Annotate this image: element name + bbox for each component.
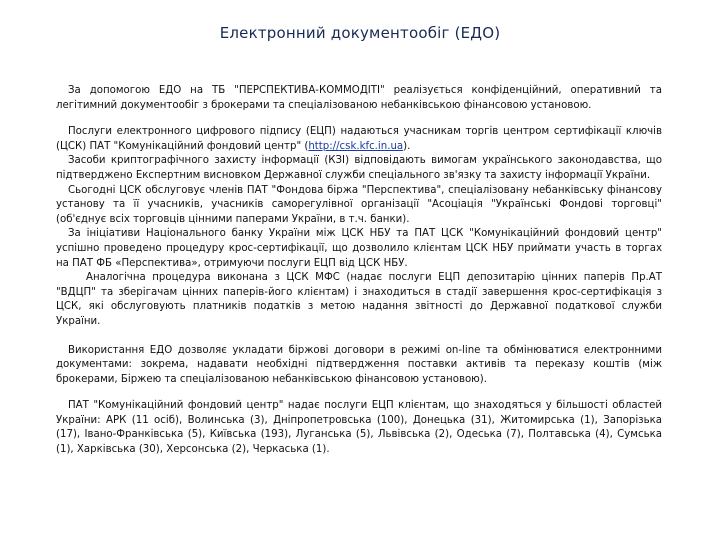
paragraph-kzi: Засоби криптографічного захисту інформації (КЗІ) відповідають вимогам українського законодавства, що підтверджено Експертним висновком Державної служби спеціального зв'язку та захисту інформації України. — [56, 155, 662, 181]
paragraph-mfs-cross-cert: Аналогічна процедура виконана з ЦСК МФС (надає послуги ЕЦП депозитарію цінних паперів Пр.АТ "ВДЦП" та зберігачам цінних паперів-його клієнтам) і знаходиться в стадії завершення крос-сертифікація з ЦСК, які обслуговують платників податків з метою надання звітності до Державної податкової служби України. — [56, 272, 662, 327]
paragraph-csk-clients: Сьогодні ЦСК обслуговує членів ПАТ "Фондова біржа "Перспектива", спеціалізовану небанківську фінансову установу та її учасників, учасників саморегулівної організації "Асоціація "Українські Фондові торговці" (об'єднує всіх торговців цінними паперами України, в т.ч. банки). — [56, 184, 662, 225]
csk-link[interactable]: http://csk.kfc.in.ua — [308, 140, 404, 152]
paragraph-intro: За допомогою ЕДО на ТБ "ПЕРСПЕКТИВА-КОММОДІТІ" реалізується конфіденційний, оперативний та легітимний документообіг з брокерами та спеціалізованою небанківською фінансовою установою. — [56, 85, 662, 111]
paragraph-ecp-services — [56, 125, 662, 154]
paragraph-nbu-cross-cert: За ініціативи Національного банку України між ЦСК НБУ та ПАТ ЦСК "Комунікаційний фондовий центр" успішно проведено процедуру крос-сертифікації, що дозволило клієнтам ЦСК НБУ приймати участь в торгах на ПАТ ФБ «Перспектива», отримуючи послуги ЕЦП від ЦСК НБУ. — [56, 228, 662, 269]
paragraph-edo-usage: Використання ЕДО дозволяє укладати біржові договори в режимі on-line та обмінюватися електронними документами: зокрема, надавати необхідні підтвердження поставки активів та переказу коштів (між брокерами, Біржею та спеціалізованою небанківською фінансовою установою). — [56, 344, 662, 385]
document-body — [56, 84, 662, 458]
paragraph-regions: ПАТ "Комунікаційний фондовий центр" надає послуги ЕЦП клієнтам, що знаходяться у більшості областей України: АРК (11 осіб), Волинська (3), Дніпропетровська (100), Донецька (31), Житомирська (1), Запорізька (17), Івано-Франківська (5), Київська (193), Луганська (5), Львівська (2), Одеська (7), Полтавська (4), Сумська (1), Харківська (30), Херсонська (2), Черкаська (1). — [56, 400, 662, 456]
paragraph-ecp-end: ). — [403, 140, 411, 152]
paragraph-ecp-text: Послуги електронного цифрового підпису (ЕЦП) надаються учасникам торгів центром сертифікації ключів (ЦСК) ПАТ "Комунікаційний фондовий центр" ( — [56, 126, 662, 152]
page-title: Електронний документообіг (ЕДО) — [219, 24, 501, 42]
